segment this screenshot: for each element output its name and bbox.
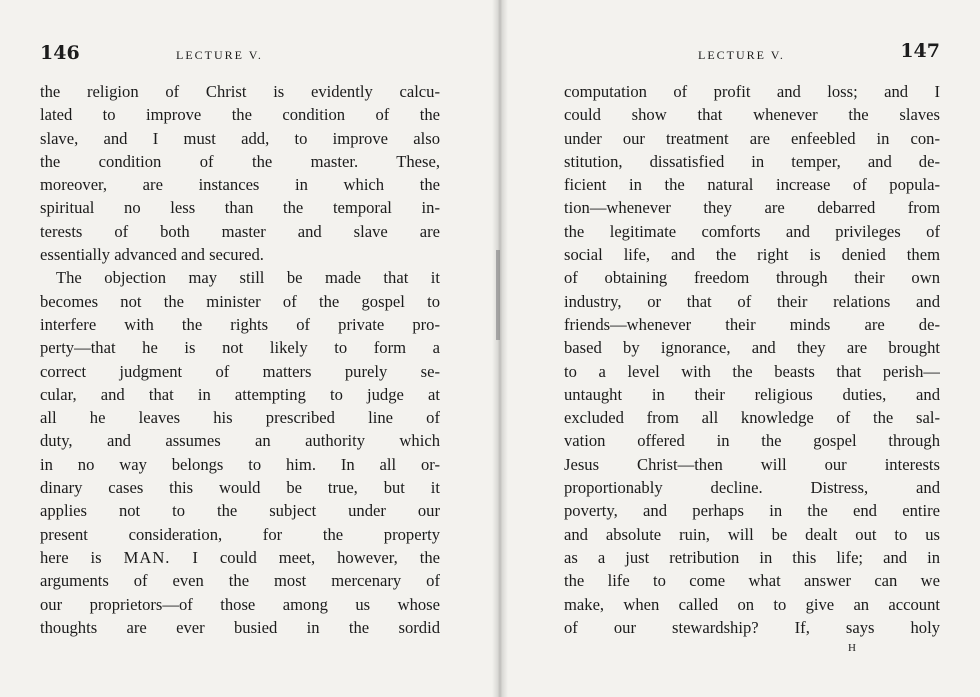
text-line: in no way belongs to him. In all or- bbox=[40, 454, 440, 474]
text-line: slave, and I must add, to improve also bbox=[40, 128, 440, 148]
book-gutter bbox=[492, 0, 508, 697]
text-line: duty, and assumes an authority which bbox=[40, 431, 440, 451]
text-line: friends—whenever their minds are de- bbox=[564, 314, 940, 334]
text-line: the legitimate comforts and privileges of bbox=[564, 221, 940, 241]
right-page bbox=[564, 0, 940, 697]
text-line: could show that whenever the slaves bbox=[564, 105, 940, 125]
gutter-shadow bbox=[496, 250, 500, 340]
text-line: tion—whenever they are debarred from bbox=[564, 198, 940, 218]
text-line: applies not to the subject under our bbox=[40, 501, 440, 521]
left-page-number: 146 bbox=[40, 42, 80, 64]
right-page-number: 147 bbox=[900, 40, 940, 62]
text-line: industry, or that of their relations and bbox=[564, 291, 940, 311]
text-line-man bbox=[40, 546, 440, 569]
text-line: the religion of Christ is evidently calcu- bbox=[40, 82, 440, 101]
text-line: our proprietors—of those among us whose bbox=[40, 594, 440, 614]
text-line: terests of both master and slave are bbox=[40, 221, 440, 241]
text-line: social life, and the right is denied them bbox=[564, 245, 940, 265]
text-line: make, when called on to give an account bbox=[564, 594, 940, 614]
text-line: ficient in the natural increase of popula- bbox=[564, 175, 940, 195]
text-line: vation offered in the gospel through bbox=[564, 431, 940, 451]
text-line: all he leaves his prescribed line of bbox=[40, 408, 440, 428]
text-line: under our treatment are enfeebled in con- bbox=[564, 128, 940, 148]
text-line: stitution, dissatisfied in temper, and de- bbox=[564, 151, 940, 171]
text-line: spiritual no less than the temporal in- bbox=[40, 198, 440, 218]
right-page-body bbox=[564, 80, 940, 639]
text-line: excluded from all knowledge of the sal- bbox=[564, 408, 940, 428]
text-line: of obtaining freedom through their own bbox=[564, 268, 940, 288]
left-page bbox=[40, 0, 440, 697]
text-line: proportionably decline. Distress, and bbox=[564, 478, 940, 498]
text-line: as a just retribution in this life; and in bbox=[564, 547, 940, 567]
text-line: cular, and that in attempting to judge at bbox=[40, 384, 440, 404]
left-page-body bbox=[40, 80, 440, 639]
text-line: untaught in their religious duties, and bbox=[564, 384, 940, 404]
text-line: to a level with the beasts that perish— bbox=[564, 361, 940, 381]
text-line: essentially advanced and secured. bbox=[40, 245, 264, 265]
text-line: and absolute ruin, will be dealt out to us bbox=[564, 524, 940, 544]
text-line: dinary cases this would be true, but it bbox=[40, 478, 440, 498]
text-line: the life to come what answer can we bbox=[564, 571, 940, 591]
text-line: Jesus Christ—then will our interests bbox=[564, 454, 940, 474]
text-fragment: I could meet, however, the bbox=[170, 547, 440, 567]
text-line: becomes not the minister of the gospel to bbox=[40, 291, 440, 311]
text-line: poverty, and perhaps in the end entire bbox=[564, 501, 940, 521]
text-line: present consideration, for the property bbox=[40, 524, 440, 544]
left-page-header bbox=[40, 42, 440, 70]
text-line: computation of profit and loss; and I bbox=[564, 82, 940, 101]
text-line: based by ignorance, and they are brought bbox=[564, 338, 940, 358]
text-line: lated to improve the condition of the bbox=[40, 105, 440, 125]
text-line: of our stewardship? If, says holy bbox=[564, 617, 940, 637]
small-caps-word: MAN. bbox=[123, 547, 171, 567]
text-fragment: here is bbox=[40, 547, 124, 567]
text-line: correct judgment of matters purely se- bbox=[40, 361, 440, 381]
text-line: the condition of the master. These, bbox=[40, 151, 440, 171]
text-line: interfere with the rights of private pro- bbox=[40, 314, 440, 334]
right-running-head: LECTURE V. bbox=[698, 48, 785, 62]
text-line: The objection may still be made that it bbox=[56, 268, 440, 288]
text-line: moreover, are instances in which the bbox=[40, 175, 440, 195]
text-line: arguments of even the most mercenary of bbox=[40, 571, 440, 591]
right-page-header bbox=[564, 42, 940, 70]
text-line: thoughts are ever busied in the sordid bbox=[40, 617, 440, 637]
text-line: perty—that he is not likely to form a bbox=[40, 338, 440, 358]
signature-mark: H bbox=[848, 642, 857, 654]
left-running-head: LECTURE V. bbox=[176, 48, 263, 62]
